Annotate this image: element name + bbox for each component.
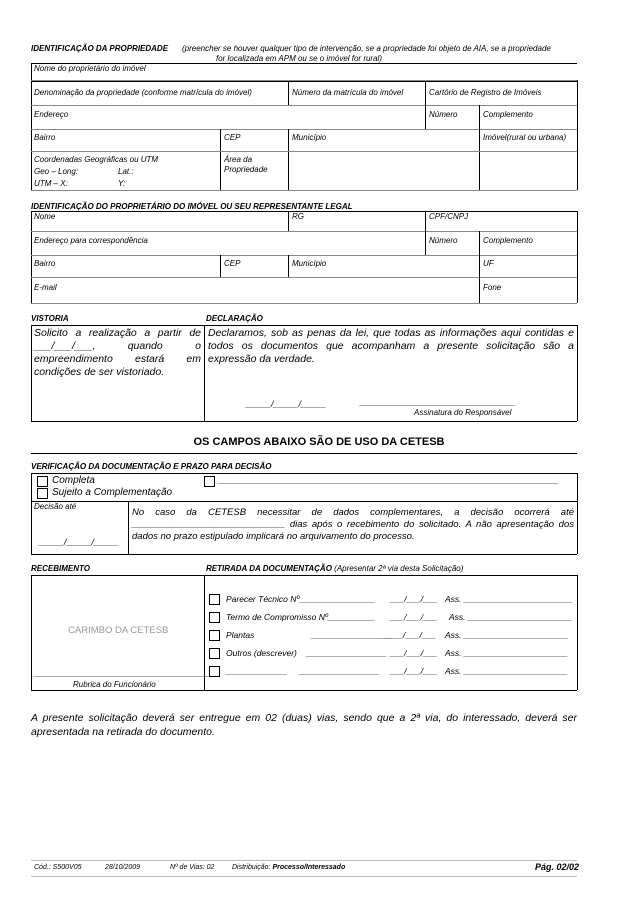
section-title-owner: IDENTIFICAÇÃO DO PROPRIETÁRIO DO IMÓVEL OU SEU REPRESENTANTE LEGAL xyxy=(31,202,353,211)
declaracao-line-3: expressão da verdade. xyxy=(208,353,315,365)
field-denomination[interactable]: Denominação da propriedade (conforme matrícula do imóvel) xyxy=(34,88,252,97)
footer-instruction-line-1: A presente solicitação deverá ser entregue em 02 (duas) vias, sendo que a 2ª via, do interessado, deverá ser xyxy=(31,712,577,724)
field-mail-address[interactable]: Endereço para correspondência xyxy=(34,236,148,245)
field-utm-y[interactable]: Y: xyxy=(118,179,126,188)
declaracao-signature-label: Assinatura do Responsável xyxy=(414,408,512,417)
field-cep[interactable]: CEP xyxy=(224,133,241,142)
footer-date: 28/10/2009 xyxy=(105,864,141,871)
retirada-row-sign[interactable]: Ass. ______________________ xyxy=(445,630,568,640)
retirada-row-label[interactable]: Plantas _________________ xyxy=(226,630,392,640)
field-district[interactable]: Bairro xyxy=(34,133,56,142)
vistoria-word-empreendimento: empreendimento xyxy=(34,353,113,365)
vistoria-line-4: condições de ser vistoriado. xyxy=(34,366,165,378)
section-title-recebimento: RECEBIMENTO xyxy=(31,564,90,573)
field-cpf-cnpj[interactable]: CPF/CNPJ xyxy=(429,212,469,221)
section-title-verificacao: VERIFICAÇÃO DA DOCUMENTAÇÃO E PRAZO PARA DECISÃO xyxy=(31,462,272,471)
decision-paragraph xyxy=(132,507,574,543)
field-rg[interactable]: RG xyxy=(292,212,304,221)
retirada-checkbox[interactable] xyxy=(209,594,220,605)
checkbox-subject-complement[interactable] xyxy=(37,488,48,499)
field-phone[interactable]: Fone xyxy=(483,283,502,292)
retirada-checkbox[interactable] xyxy=(209,630,220,641)
retirada-note: (Apresentar 2ª via desta Solicitação) xyxy=(334,564,464,573)
retirada-checkbox[interactable] xyxy=(209,648,220,659)
field-address-number[interactable]: Número xyxy=(429,110,458,119)
vistoria-text xyxy=(34,327,201,379)
retirada-row-label[interactable]: Outros (descrever) _________________ xyxy=(226,648,387,658)
cetesb-stamp-placeholder: CARIMBO DA CETESB xyxy=(68,625,169,636)
field-address[interactable]: Endereço xyxy=(34,110,69,119)
section-title-retirada xyxy=(206,564,463,574)
footer-distribution xyxy=(232,863,345,873)
decision-line-3: dados no prazo estipulado implicará no arquivamento do processo. xyxy=(132,531,415,542)
footer-copies: Nº de Vias: 02 xyxy=(170,864,215,871)
field-decision-date[interactable]: _____/_____/_____ xyxy=(39,537,120,547)
field-city[interactable]: Município xyxy=(292,133,327,142)
cetesb-banner: OS CAMPOS ABAIXO SÃO DE USO DA CETESB xyxy=(193,436,445,448)
label-complete: Completa xyxy=(52,475,95,486)
retirada-row-date[interactable]: ___/___/___ xyxy=(390,594,438,604)
decision-line-2: _____________________________ dias após o recebimento do solicitado. A não apresentação dos xyxy=(132,519,574,530)
footer-distribution-value: Processo/Interessado xyxy=(272,864,346,871)
field-property-type[interactable]: Imóvel(rural ou urbana) xyxy=(483,133,567,142)
field-owner-name[interactable]: Nome do proprietário do imóvel xyxy=(34,64,146,73)
retirada-row-label[interactable]: Termo de Compromisso Nº__________ xyxy=(226,612,376,622)
section-title-property: IDENTIFICAÇÃO DA PROPRIEDADE xyxy=(31,44,169,53)
retirada-title: RETIRADA DA DOCUMENTAÇÃO xyxy=(206,564,332,573)
declaracao-text xyxy=(208,327,574,366)
vistoria-word-em: em xyxy=(186,353,201,365)
section-title-declaracao: DECLARAÇÃO xyxy=(206,314,263,323)
vistoria-word-estara: estará xyxy=(135,353,165,365)
label-decision-until: Decisão até xyxy=(34,502,77,511)
footer-page-number: Pág. 02/02 xyxy=(535,862,580,872)
field-lat[interactable]: Lat.: xyxy=(118,167,134,176)
label-subject-complement: Sujeito a Complementação xyxy=(52,487,173,498)
retirada-row-sign[interactable]: Ass. ______________________ xyxy=(449,612,572,622)
field-address-complement[interactable]: Complemento xyxy=(483,110,533,119)
field-coordinates: Coordenadas Geográficas ou UTM xyxy=(34,155,159,164)
field-area-label-1[interactable]: Área da xyxy=(224,155,253,164)
field-owner-cep[interactable]: CEP xyxy=(224,259,241,268)
declaracao-line-1: Declaramos, sob as penas da lei, que todas as informações aqui contidas e xyxy=(208,327,574,339)
footer-instruction xyxy=(31,711,577,739)
checkbox-complete[interactable] xyxy=(37,476,48,487)
receiving-signature-line[interactable]: ___________________________________ xyxy=(34,668,210,678)
checkbox-other[interactable] xyxy=(204,476,215,487)
retirada-row-label[interactable]: Parecer Técnico Nº________________ xyxy=(226,594,376,604)
vistoria-date-blank[interactable]: ___/___/___, xyxy=(34,340,96,352)
retirada-row-date[interactable]: ___/___/___ xyxy=(390,612,438,622)
receiving-signature-label: Rubrica do Funcionário xyxy=(73,680,156,689)
declaracao-signature-line[interactable]: _______________________________ xyxy=(360,397,516,407)
decision-line-1: No caso da CETESB necessitar de dados complementares, a decisão ocorrerá até xyxy=(132,507,574,518)
field-utm-x[interactable]: UTM – X: xyxy=(34,179,68,188)
field-registry-number[interactable]: Número da matrícula do imóvel xyxy=(292,88,404,97)
section-note-line1: (preencher se houver qualquer tipo de intervenção, se a propriedade foi objeto de AIA, se a propriedade xyxy=(182,44,551,53)
declaracao-date[interactable]: _____/_____/_____ xyxy=(246,399,327,409)
section-title-vistoria: VISTORIA xyxy=(31,314,69,323)
retirada-row-sign[interactable]: Ass. ______________________ xyxy=(445,666,568,676)
field-owner-district[interactable]: Bairro xyxy=(34,259,56,268)
footer-instruction-line-2: apresentada na retirada do documento. xyxy=(31,726,215,738)
section-note-line2: for localizada em APM ou se o imóvel for rural) xyxy=(216,54,382,63)
retirada-row-label[interactable]: _____________ _________________ xyxy=(226,666,380,676)
retirada-row-date[interactable]: ___/___/___ xyxy=(390,648,438,658)
field-mail-number[interactable]: Número xyxy=(429,236,458,245)
field-owner-uf[interactable]: UF xyxy=(483,259,494,268)
field-area-label-2: Propriedade xyxy=(224,165,268,174)
retirada-checkbox[interactable] xyxy=(209,612,220,623)
vistoria-word-o: o xyxy=(195,340,201,352)
field-mail-complement[interactable]: Complemento xyxy=(483,236,533,245)
retirada-row-sign[interactable]: Ass. ______________________ xyxy=(445,648,568,658)
vistoria-word-quando: quando xyxy=(127,340,163,352)
field-geo-long[interactable]: Geo – Long: xyxy=(34,167,79,176)
field-owner-fullname[interactable]: Nome xyxy=(34,212,56,221)
retirada-row-date[interactable]: ___/___/___ xyxy=(390,666,438,676)
retirada-row-date[interactable]: ____/___/___ xyxy=(384,630,436,640)
retirada-row-sign[interactable]: Ass. _______________________ xyxy=(445,594,573,604)
footer-code: Cód.: S500V05 xyxy=(34,864,82,871)
field-owner-city[interactable]: Município xyxy=(292,259,327,268)
field-other-line[interactable]: ____________________________________________________________________ xyxy=(218,475,559,485)
footer-distribution-label: Distribuição: xyxy=(232,864,271,871)
field-registry-office[interactable]: Cartório de Registro de Imóveis xyxy=(429,88,542,97)
field-email[interactable]: E-mail xyxy=(34,283,57,292)
retirada-checkbox[interactable] xyxy=(209,666,220,677)
vistoria-line-1: Solicito a realização a partir de xyxy=(34,327,201,339)
declaracao-line-2: todos os documentos que acompanham a presente solicitação são a xyxy=(208,340,574,352)
